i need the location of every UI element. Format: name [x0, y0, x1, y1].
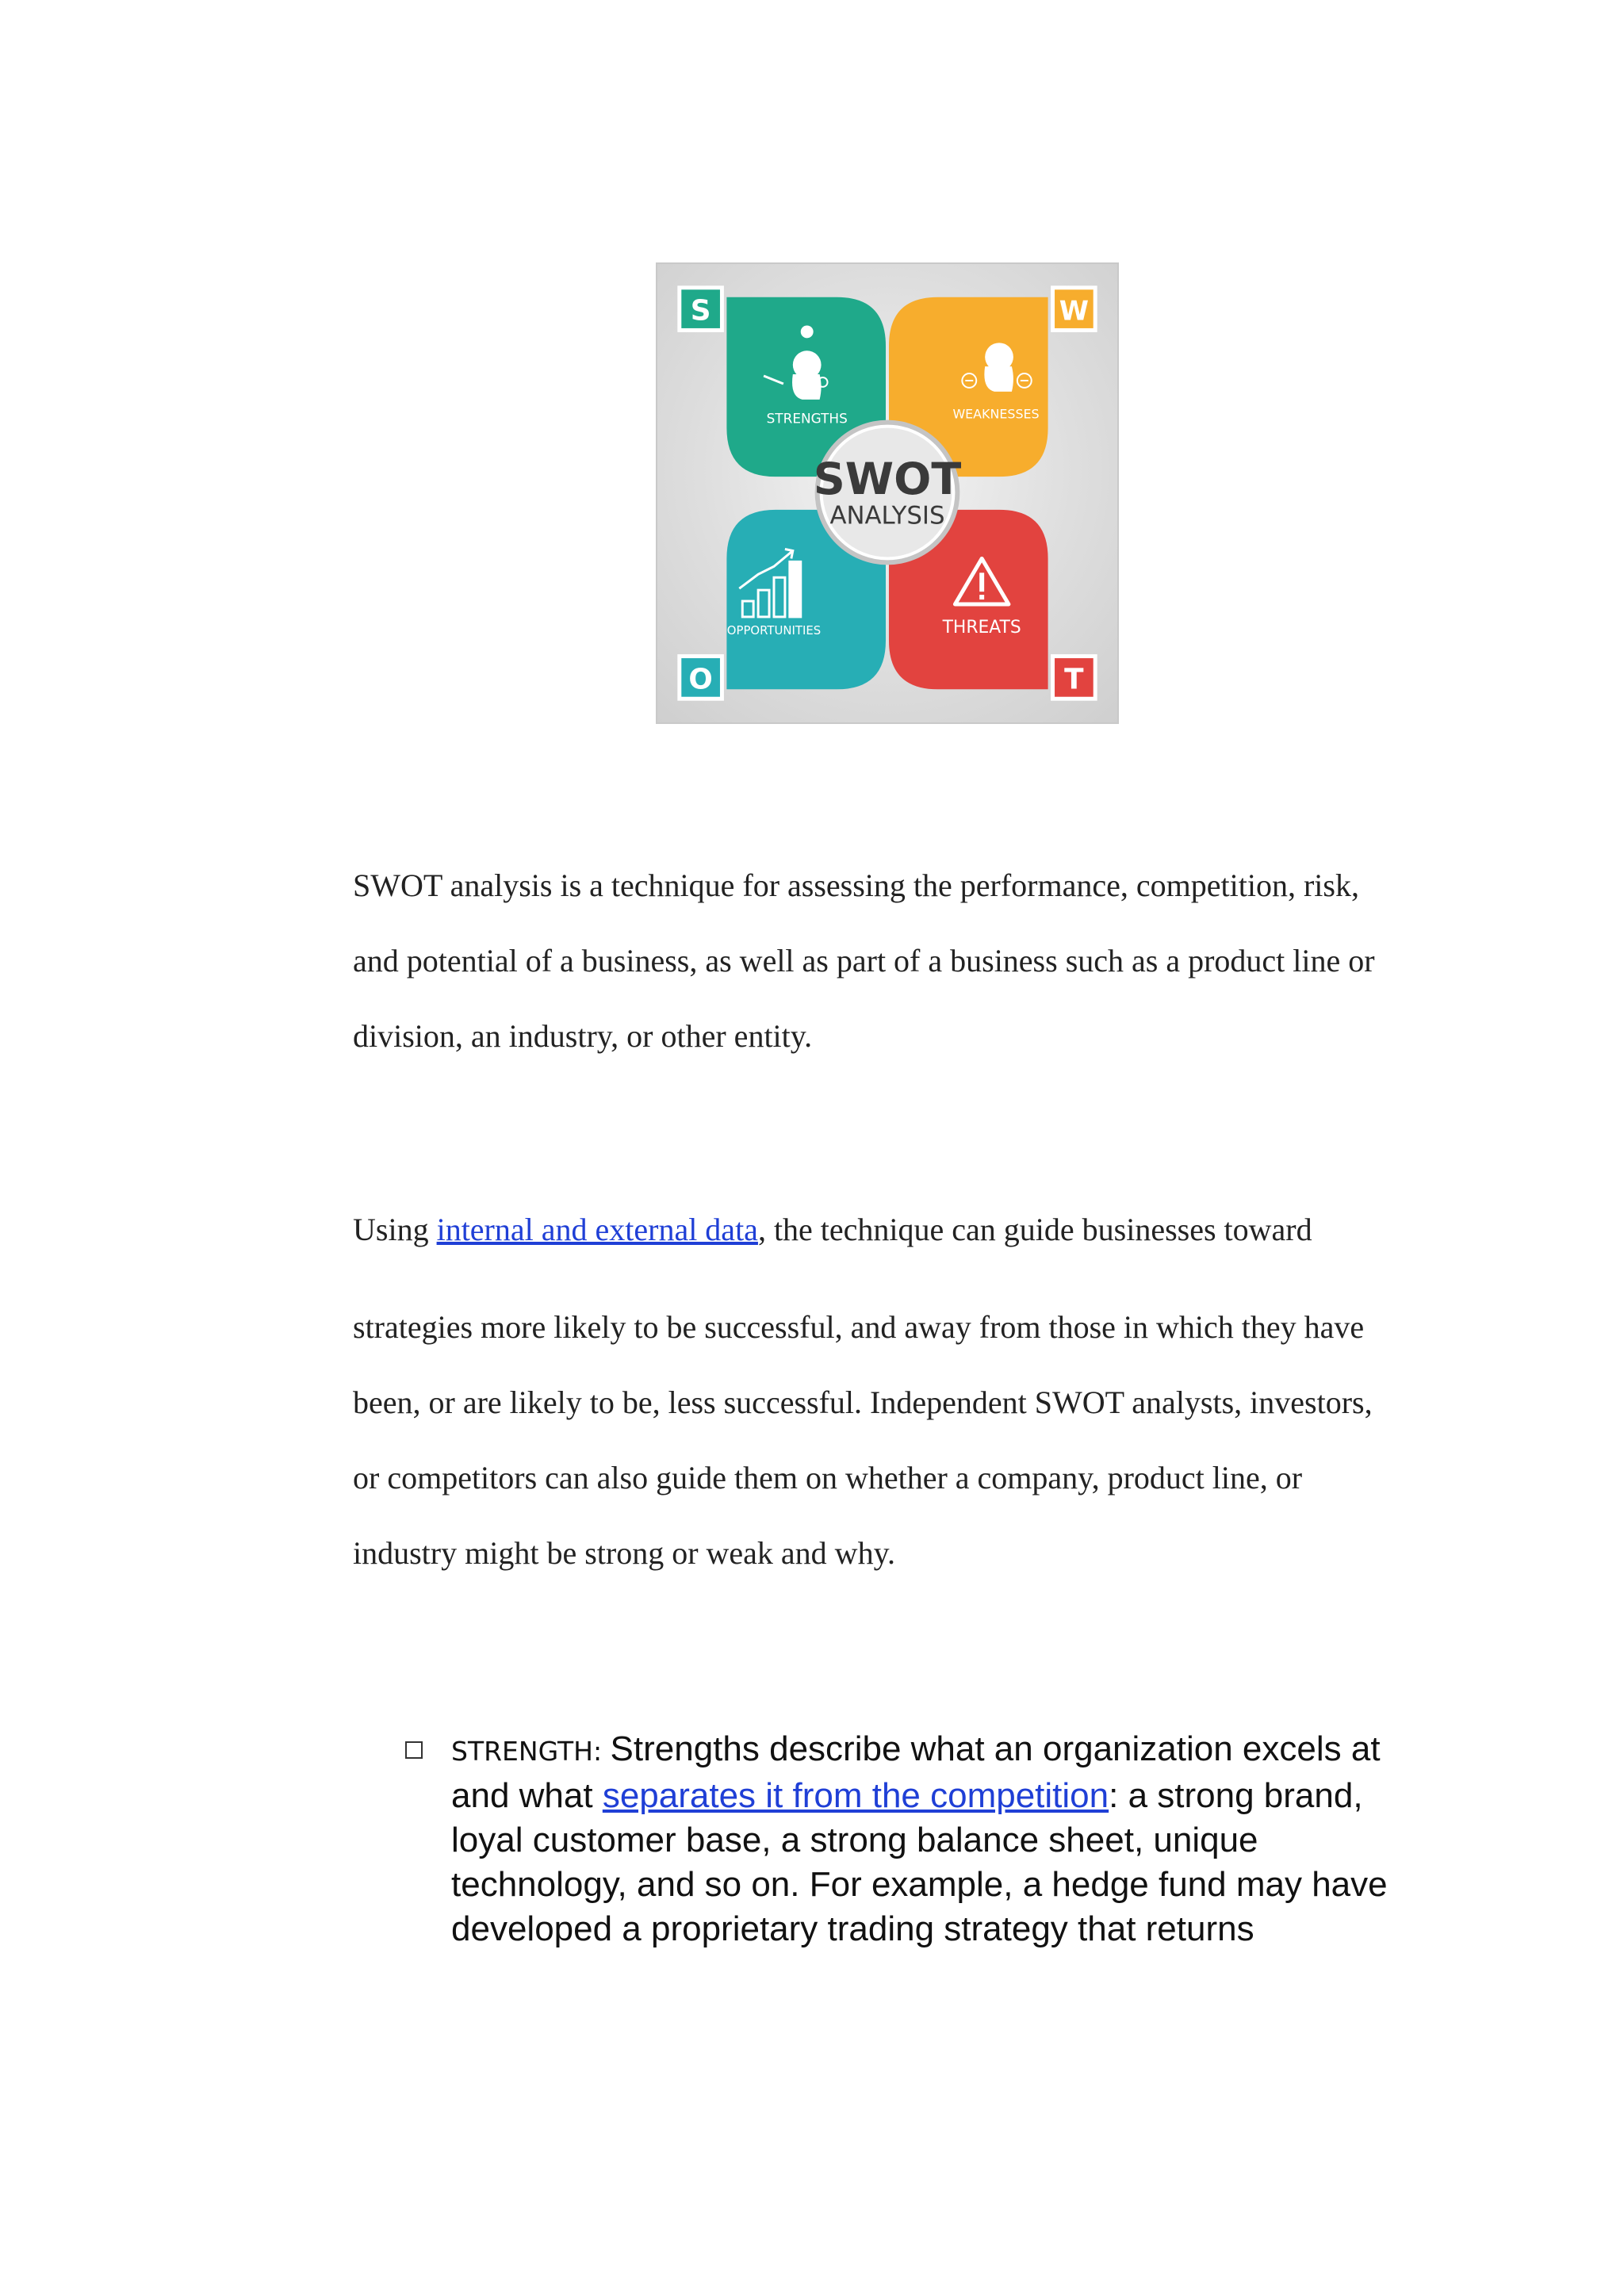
list-line-5: developed a proprietary trading strategy that returns [451, 1909, 1254, 1948]
swot-graphic [657, 264, 1117, 722]
strength-label: STRENGTH: [451, 1736, 611, 1767]
paragraph-2-prefix: Using [353, 1212, 437, 1247]
paragraph-1-line-3: division, an industry, or other entity. [353, 1018, 813, 1054]
paragraph-1-line-1: SWOT analysis is a technique for assessing the performance, competition, risk, [353, 867, 1359, 903]
separates-from-competition-link[interactable]: separates it from the competition [602, 1776, 1109, 1815]
strength-list-item [451, 1727, 1388, 1951]
o-letter: O [688, 663, 713, 696]
opportunities-label: OPPORTUNITIES [726, 622, 822, 638]
swot-analysis-figure [656, 262, 1119, 724]
paragraph-2-line-1 [353, 1214, 1312, 1246]
list-line-1 [451, 1727, 1388, 1774]
paragraph-2-line-5: industry might be strong or weak and why. [353, 1535, 895, 1571]
checkbox-bullet-icon [405, 1741, 423, 1759]
center-subtitle: ANALYSIS [829, 501, 945, 530]
list-line-4: technology, and so on. For example, a hedge fund may have [451, 1865, 1388, 1904]
list-line-3: loyal customer base, a strong balance sheet, unique [451, 1821, 1258, 1859]
strengths-label: STRENGTHS [766, 410, 848, 427]
paragraph-2-line-3: been, or are likely to be, less successful. Independent SWOT analysts, investors, [353, 1384, 1373, 1420]
list-line-1-text: Strengths describe what an organization excels at [610, 1729, 1381, 1768]
paragraph-2-suffix: , the technique can guide businesses toward [757, 1212, 1312, 1247]
t-letter: T [1064, 663, 1084, 696]
list-line-2 [451, 1774, 1388, 1818]
threats-label: THREATS [942, 617, 1021, 638]
center-title: SWOT [813, 453, 962, 505]
paragraph-1-line-2: and potential of a business, as well as part of a business such as a product line or [353, 943, 1375, 978]
list-line-2-suffix: : a strong brand, [1109, 1776, 1363, 1815]
list-line-2-prefix: and what [451, 1776, 603, 1815]
weaknesses-label: WEAKNESSES [952, 406, 1040, 422]
paragraph-2-line-2: strategies more likely to be successful, and away from those in which they have [353, 1309, 1365, 1345]
w-letter: W [1059, 295, 1089, 327]
s-letter: S [690, 294, 711, 327]
paragraph-2-line-4: or competitors can also guide them on whether a company, product line, or [353, 1460, 1303, 1496]
internal-external-data-link[interactable]: internal and external data [436, 1212, 758, 1247]
